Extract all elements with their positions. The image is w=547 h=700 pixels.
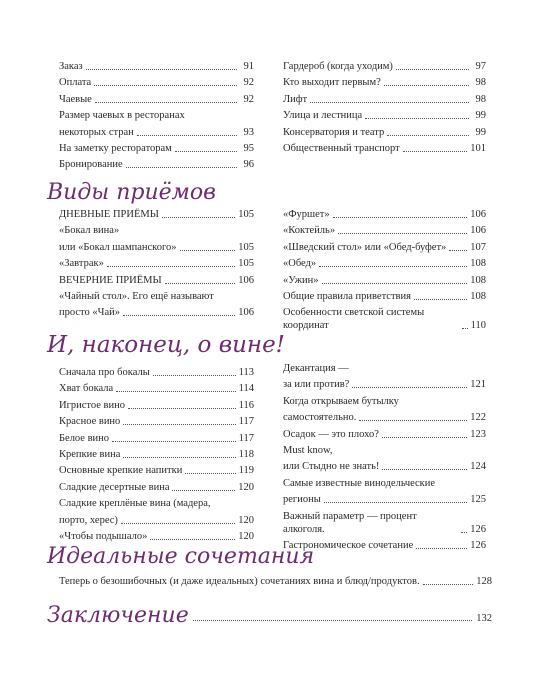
entry-title: регионы (283, 494, 321, 506)
leader-dots (185, 473, 235, 474)
entry-title-line: Сладкие креплёные вина (мадера, (59, 498, 211, 510)
entry-title: «Чтобы подышало» (59, 530, 148, 542)
leader-dots (162, 217, 235, 218)
toc-entry[interactable] (283, 93, 486, 106)
leader-dots (128, 408, 236, 409)
leader-dots (382, 437, 467, 438)
toc-entry[interactable] (283, 306, 486, 332)
toc-entry[interactable] (283, 493, 486, 506)
leader-dots (310, 102, 469, 103)
leader-dots (322, 283, 468, 284)
entry-title: Крепкие вина (59, 448, 121, 460)
leader-dots (384, 85, 469, 86)
leader-dots (123, 315, 235, 316)
toc-column-right (283, 60, 486, 158)
entry-title: «Фуршет» (283, 209, 330, 220)
toc-entry[interactable] (59, 257, 254, 270)
page-number: 126 (470, 523, 486, 535)
toc-entry[interactable] (59, 208, 254, 221)
entry-title: Основные крепкие напитки (59, 465, 183, 477)
entry-title: за или против? (283, 379, 350, 391)
toc-entry[interactable] (283, 76, 486, 89)
leader-dots (319, 266, 467, 267)
entry-title: Сначала про бокалы (59, 367, 150, 378)
entry-title-line: Размер чаевых в ресторанах (59, 110, 185, 122)
leader-dots (382, 469, 467, 470)
toc-entry[interactable] (283, 510, 486, 536)
entry-title: Игристое вино (59, 399, 125, 411)
toc-entry[interactable] (59, 306, 254, 319)
toc-entry[interactable] (59, 575, 492, 588)
page-number: 92 (243, 93, 254, 105)
page-number: 99 (475, 126, 486, 138)
entry-title: На заметку рестораторам (59, 142, 172, 154)
entry-title: «Ужин» (283, 274, 319, 286)
entry-title: Улица и лестница (283, 110, 363, 122)
page-number: 124 (470, 461, 486, 473)
page-number: 95 (243, 142, 254, 154)
leader-dots (123, 424, 235, 425)
page-number: 96 (243, 159, 254, 171)
leader-dots (462, 328, 468, 329)
toc-column-right (283, 208, 486, 336)
page-number: 107 (470, 241, 486, 253)
section-heading: Идеальные сочетания (47, 544, 315, 569)
entry-title: Хват бокала (59, 383, 114, 395)
toc-full-width (59, 575, 492, 591)
leader-dots (461, 532, 467, 533)
leader-dots (172, 490, 235, 491)
entry-title: ВЕЧЕРНИЕ ПРИЁМЫ (59, 274, 162, 286)
page-number: 99 (475, 110, 486, 122)
entry-title: Особенности светской системы координат (283, 307, 425, 332)
toc-column-left (59, 60, 254, 175)
page-number: 92 (243, 77, 254, 89)
leader-dots (416, 548, 467, 549)
entry-title: Оплата (59, 77, 92, 89)
page-number: 120 (238, 530, 254, 542)
toc-entry[interactable] (283, 378, 486, 391)
toc-entry[interactable] (59, 415, 254, 428)
toc-entry[interactable] (283, 460, 486, 473)
page-number: 105 (238, 241, 254, 253)
page-number: 119 (238, 465, 254, 477)
entry-title: Заказ (59, 61, 83, 72)
toc-entry[interactable] (283, 411, 486, 424)
leader-dots (352, 387, 467, 388)
entry-title: порто, херес) (59, 514, 118, 526)
toc-column-left (59, 208, 254, 323)
section-heading: И, наконец, о вине! (47, 332, 285, 358)
toc-entry[interactable] (283, 126, 486, 139)
entry-title: Осадок — это плохо? (283, 428, 379, 440)
entry-title: Консерватория и театр (283, 126, 385, 138)
entry-title-line: Must know, (283, 444, 333, 456)
page-number: 106 (238, 274, 254, 286)
leader-dots (338, 233, 467, 234)
leader-dots (165, 283, 236, 284)
leader-dots (153, 375, 236, 376)
page-number: 125 (470, 494, 486, 506)
leader-dots (150, 539, 235, 540)
page-number: 123 (470, 428, 486, 440)
leader-dots (396, 69, 469, 70)
toc-entry[interactable] (283, 109, 486, 122)
leader-dots (324, 502, 467, 503)
leader-dots (107, 266, 235, 267)
entry-title: ДНЕВНЫЕ ПРИЁМЫ (59, 209, 159, 220)
entry-title: Кто выходит первым? (283, 77, 381, 89)
page-number: 98 (475, 93, 486, 105)
entry-title: Бронирование (59, 159, 123, 171)
entry-title: Красное вино (59, 416, 121, 428)
toc-entry[interactable] (283, 208, 486, 221)
toc-entry[interactable] (59, 241, 254, 254)
toc-entry[interactable] (283, 60, 486, 73)
page-number: 132 (476, 613, 492, 624)
toc-entry[interactable] (283, 274, 486, 287)
toc-entry[interactable] (59, 142, 254, 155)
entry-title: Чаевые (59, 93, 92, 105)
page-number: 93 (243, 126, 254, 138)
entry-title: «Обед» (283, 258, 317, 270)
page-number: 117 (238, 432, 254, 444)
leader-dots (333, 217, 468, 218)
leader-dots (365, 118, 469, 119)
page-number: 116 (238, 399, 254, 411)
toc-entry[interactable] (59, 60, 254, 73)
page-number: 106 (470, 209, 486, 220)
entry-title-line: «Бокал вина» (59, 225, 120, 237)
leader-dots (86, 69, 237, 70)
entry-title: Теперь о безошибочных (и даже идеальных) сочетаниях вина и блюд/продуктов. (59, 576, 420, 587)
entry-title: Важный параметр — процент алкоголя. (283, 510, 417, 535)
page-number: 120 (238, 481, 254, 493)
toc-entry[interactable] (59, 464, 254, 477)
toc-entry[interactable] (59, 432, 254, 445)
page-number: 117 (238, 416, 254, 428)
entry-title: просто «Чай» (59, 307, 120, 319)
toc-entry[interactable] (283, 224, 486, 237)
toc-entry[interactable] (59, 126, 254, 139)
leader-dots (449, 250, 467, 251)
toc-column-right (283, 362, 486, 555)
toc-entry[interactable] (59, 382, 254, 395)
section-heading: Виды приёмов (47, 180, 216, 205)
entry-title: самостоятельно. (283, 412, 357, 424)
leader-dots (193, 620, 473, 621)
entry-title: или Стыдно не знать! (283, 461, 380, 473)
page-number: 118 (238, 448, 254, 460)
leader-dots (414, 299, 467, 300)
page-number: 128 (476, 576, 492, 587)
entry-title: Гардероб (когда уходим) (283, 61, 393, 72)
entry-title-line: «Чайный стол». Его ещё называют (59, 290, 214, 302)
page-number: 98 (475, 77, 486, 89)
toc-entry[interactable] (283, 241, 486, 254)
page-number: 122 (470, 412, 486, 424)
page-number: 126 (470, 539, 486, 551)
page-number: 97 (475, 61, 486, 72)
entry-title: некоторых стран (59, 126, 134, 138)
leader-dots (137, 135, 237, 136)
toc-entry[interactable] (283, 257, 486, 270)
toc-entry[interactable] (59, 158, 254, 171)
toc-entry-conclusion[interactable] (47, 603, 492, 628)
entry-title: Белое вино (59, 432, 110, 444)
toc-entry[interactable] (59, 274, 254, 287)
page-number: 121 (470, 379, 486, 391)
leader-dots (95, 102, 237, 103)
entry-title: «Коктейль» (283, 225, 336, 237)
toc-entry[interactable] (59, 93, 254, 106)
toc-entry[interactable] (283, 290, 486, 303)
leader-dots (359, 420, 467, 421)
toc-entry[interactable] (59, 76, 254, 89)
page-number: 114 (238, 383, 254, 395)
leader-dots (94, 85, 237, 86)
leader-dots (123, 457, 235, 458)
toc-entry[interactable] (59, 399, 254, 412)
leader-dots (403, 151, 467, 152)
toc-entry[interactable] (283, 142, 486, 155)
entry-title-line: Когда открываем бутылку (283, 395, 399, 407)
page-number: 110 (470, 320, 486, 332)
page-number: 105 (238, 258, 254, 270)
page-number: 106 (238, 307, 254, 319)
leader-dots (116, 391, 235, 392)
page-number: 120 (238, 514, 254, 526)
leader-dots (423, 584, 474, 585)
entry-title-line: Самые известные винодельческие (283, 477, 436, 489)
leader-dots (121, 523, 235, 524)
entry-title: «Завтрак» (59, 258, 104, 270)
page-number: 101 (470, 142, 486, 154)
toc-entry[interactable] (59, 481, 254, 494)
page-number: 108 (470, 274, 486, 286)
entry-title: Общественный транспорт (283, 142, 400, 154)
toc-entry[interactable] (59, 366, 254, 379)
page-number: 113 (238, 367, 254, 378)
toc-column-left (59, 366, 254, 546)
entry-title: Гастрономическое сочетание (283, 539, 414, 551)
page-number: 106 (470, 225, 486, 237)
leader-dots (175, 151, 237, 152)
section-heading: Заключение (47, 603, 189, 628)
page-number: 108 (470, 258, 486, 270)
leader-dots (126, 167, 237, 168)
entry-title: «Шведский стол» или «Обед-буфет» (283, 241, 447, 253)
leader-dots (387, 135, 469, 136)
leader-dots (180, 250, 236, 251)
toc-entry[interactable] (59, 530, 254, 543)
entry-title-line: Декантация — (283, 363, 349, 374)
page-number: 108 (470, 290, 486, 302)
page-number: 91 (243, 61, 254, 72)
leader-dots (112, 441, 236, 442)
toc-entry[interactable] (283, 428, 486, 441)
page-number: 105 (238, 209, 254, 220)
entry-title: Сладкие десертные вина (59, 481, 170, 493)
entry-title: Общие правила приветствия (283, 290, 411, 302)
toc-entry[interactable] (59, 514, 254, 527)
entry-title: Лифт (283, 93, 308, 105)
toc-entry[interactable] (59, 448, 254, 461)
entry-title: или «Бокал шампанского» (59, 241, 177, 253)
